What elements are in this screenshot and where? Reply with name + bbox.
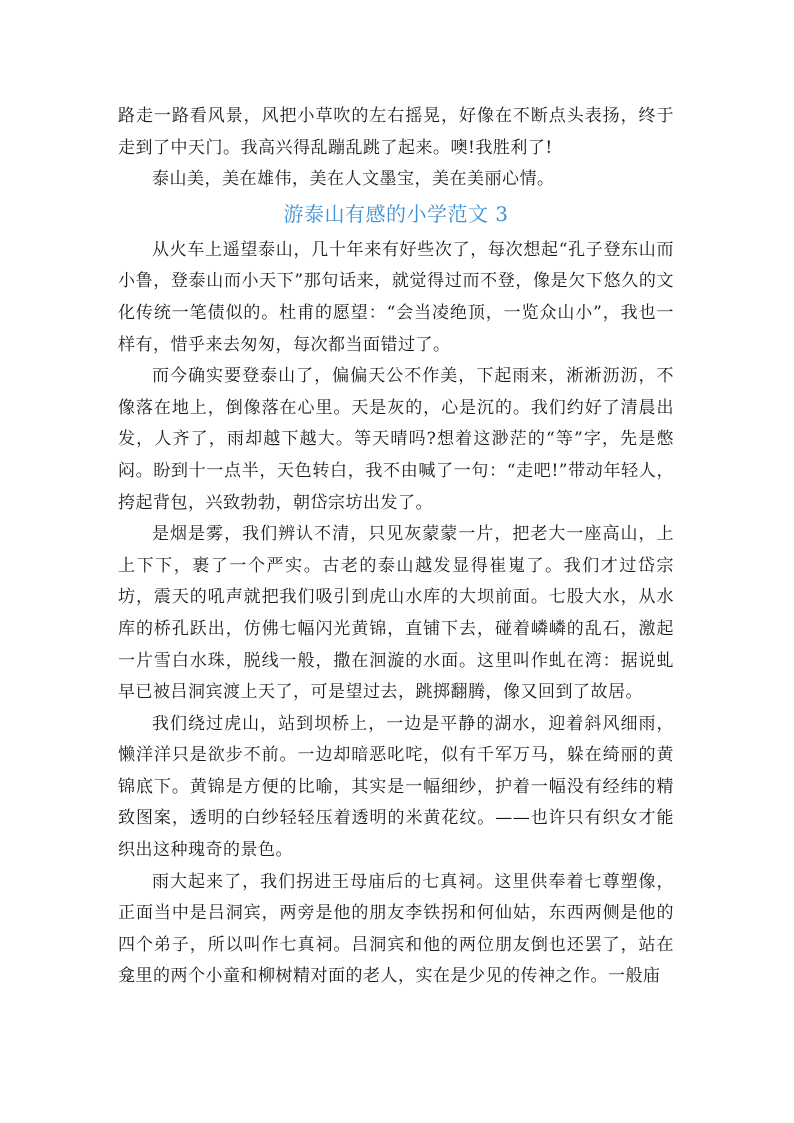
body-paragraph: 而今确实要登泰山了，偏偏天公不作美，下起雨来，淅淅沥沥，不像落在地上，倒像落在心里。天是灰的，心是沉的。我们约好了清晨出发，人齐了，雨却越下越大。等天晴吗?想着这渺茫的“等”字，先是憋闷。盼到十一点半，天色转白，我不由喊了一句：“走吧!”带动年轻人，挎起背包，兴致勃勃，朝岱宗坊出发了。 — [118, 366, 674, 513]
continuation-paragraph: 路走一路看风景，风把小草吹的左右摇晃，好像在不断点头表扬，终于走到了中天门。我高兴得乱蹦乱跳了起来。噢!我胜利了! — [118, 106, 674, 158]
article-heading: 游泰山有感的小学范文 3 — [283, 201, 509, 226]
body-paragraph: 是烟是雾，我们辨认不清，只见灰蒙蒙一片，把老大一座高山，上上下下，裹了一个严实。古老的泰山越发显得崔嵬了。我们才过岱宗坊，震天的吼声就把我们吸引到虎山水库的大坝前面。七股大水，从水库的桥孔跃出，仿佛七幅闪光黄锦，直铺下去，碰着嶙嶙的乱石，激起一片雪白水珠，脱线一般，撒在洄漩的水面。这里叫作虬在湾：据说虬早已被吕洞宾渡上天了，可是望过去，跳掷翻腾，像又回到了故居。 — [118, 524, 674, 703]
body-paragraph: 雨大起来了，我们拐进王母庙后的七真祠。这里供奉着七尊塑像，正面当中是吕洞宾，两旁是他的朋友李铁拐和何仙姑，东西两侧是他的四个弟子，所以叫作七真祠。吕洞宾和他的两位朋友倒也还罢了，站在龛里的两个小童和柳树精对面的老人，实在是少见的传神之作。一般庙 — [118, 871, 674, 987]
body-paragraph: 从火车上遥望泰山，几十年来有好些次了，每次想起“孔子登东山而小鲁，登泰山而小天下”那句话来，就觉得过而不登，像是欠下悠久的文化传统一笔债似的。杜甫的愿望：“会当凌绝顶，一览众山小”，我也一样有，惜乎来去匆匆，每次都当面错过了。 — [118, 239, 674, 355]
document-page — [118, 101, 674, 993]
body-paragraph: 我们绕过虎山，站到坝桥上，一边是平静的湖水，迎着斜风细雨，懒洋洋只是欲步不前。一边却暗恶叱咤，似有千军万马，躲在绮丽的黄锦底下。黄锦是方便的比喻，其实是一幅细纱，护着一幅没有经纬的精致图案，透明的白纱轻轻压着透明的米黄花纹。——也许只有织女才能织出这种瑰奇的景色。 — [118, 713, 674, 861]
closing-paragraph: 泰山美，美在雄伟，美在人文墨宝，美在美丽心情。 — [152, 169, 555, 190]
